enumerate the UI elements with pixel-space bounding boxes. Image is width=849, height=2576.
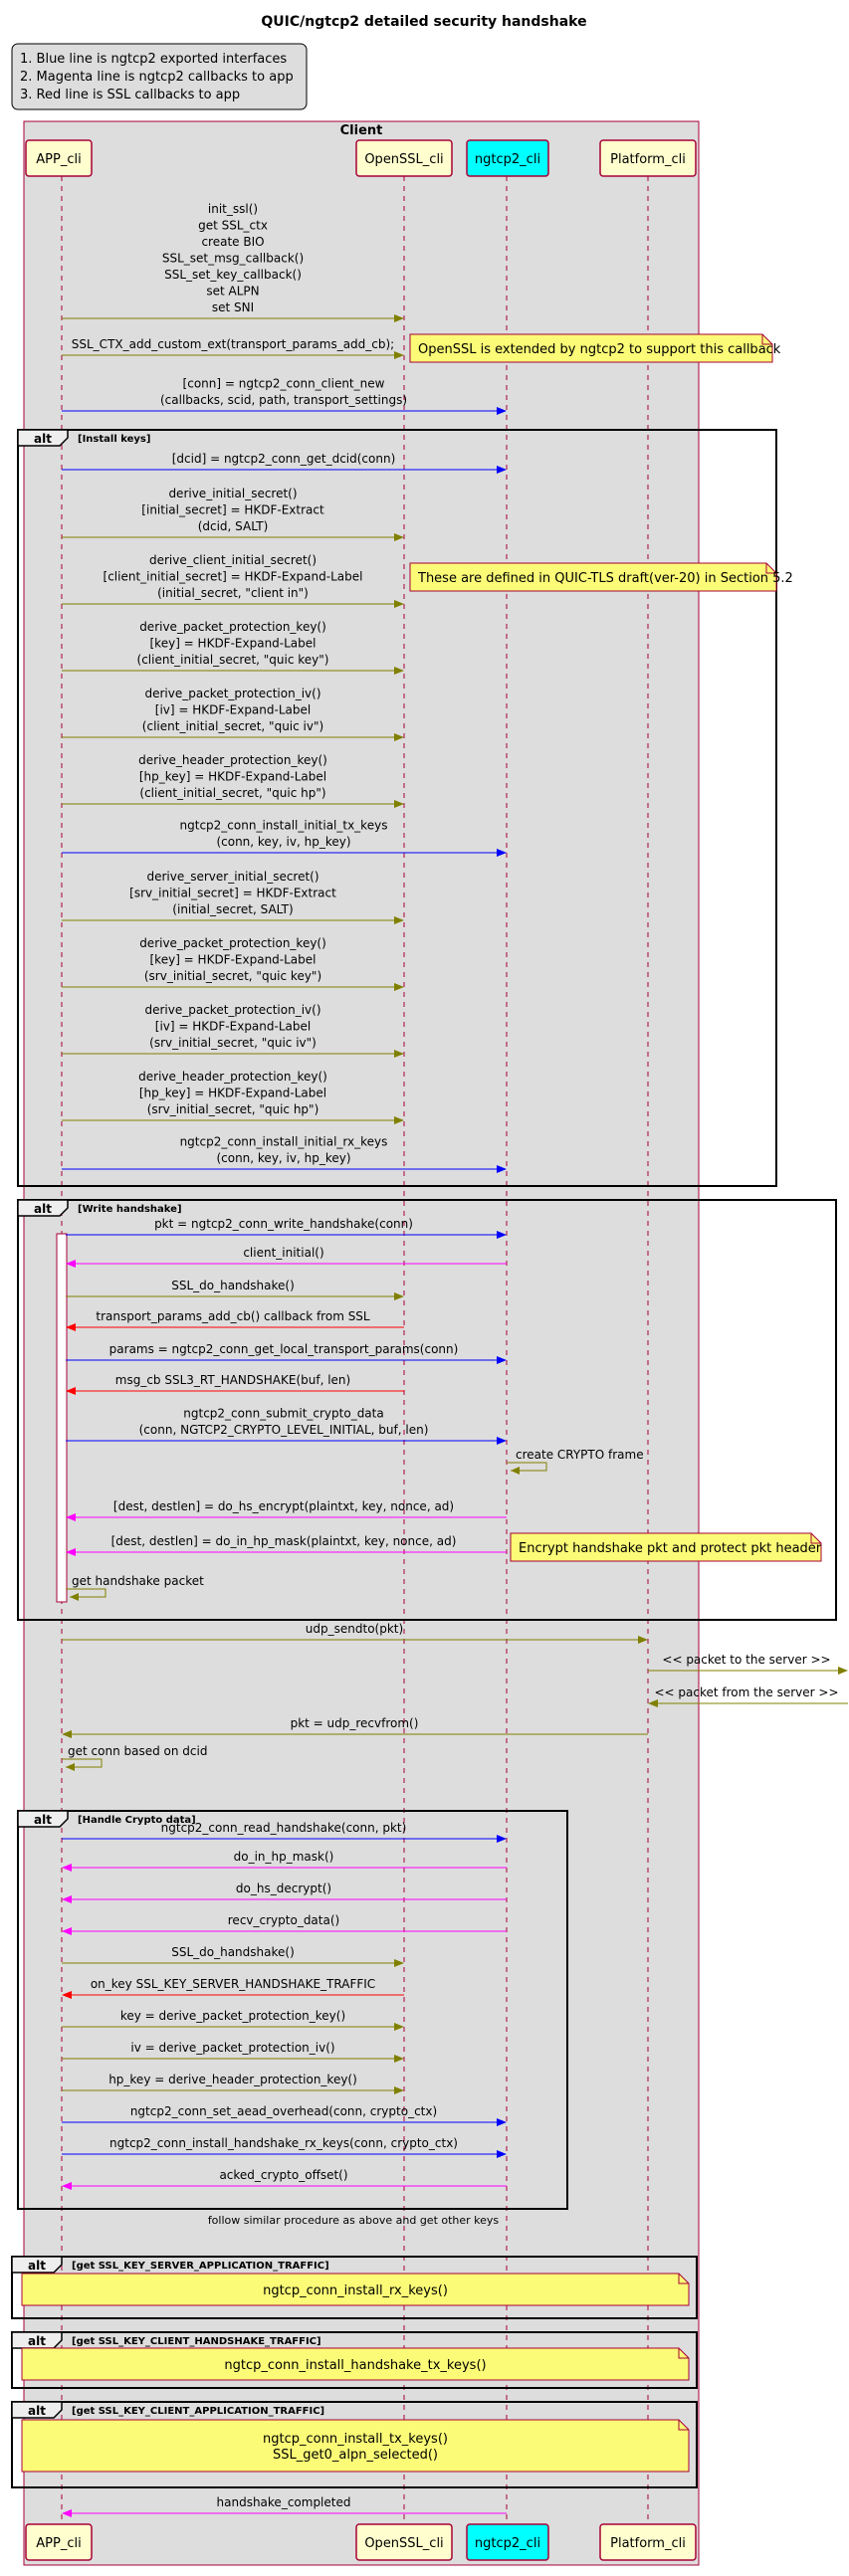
divider bbox=[208, 2214, 500, 2227]
legend-line-1: 1. Blue line is ngtcp2 exported interfaces bbox=[20, 52, 288, 67]
message-label: get conn based on dcid bbox=[68, 1744, 208, 1758]
message-label: derive_packet_protection_key() bbox=[139, 936, 326, 950]
alt-frame-condition: [get SSL_KEY_CLIENT_APPLICATION_TRAFFIC] bbox=[72, 2406, 325, 2417]
alt-frame-condition: [Handle Crypto data] bbox=[78, 1815, 196, 1826]
legend-line-2: 2. Magenta line is ngtcp2 callbacks to app bbox=[20, 70, 294, 85]
message-label: transport_params_add_cb() callback from SSL bbox=[96, 1309, 370, 1323]
message-label: derive_packet_protection_iv() bbox=[144, 1003, 321, 1017]
message-arrowhead bbox=[838, 1667, 848, 1675]
alt-frame-condition: [Install keys] bbox=[78, 434, 151, 445]
message-label: derive_server_initial_secret() bbox=[146, 870, 319, 884]
message-label: << packet from the server >> bbox=[654, 1685, 839, 1699]
participant-platform-top-label: Platform_cli bbox=[610, 152, 686, 167]
message-label: hp_key = derive_header_protection_key() bbox=[108, 2073, 357, 2086]
legend bbox=[12, 44, 307, 109]
note bbox=[22, 2274, 689, 2305]
participant-openssl-top-label: OpenSSL_cli bbox=[364, 152, 444, 167]
message-label: [iv] = HKDF-Expand-Label bbox=[154, 702, 312, 717]
note bbox=[22, 2420, 689, 2472]
message-label: [dest, destlen] = do_hs_encrypt(plaintxt, key, nonce, ad) bbox=[112, 1499, 455, 1513]
message-label: [conn] = ngtcp2_conn_client_new bbox=[182, 376, 385, 391]
message-label: do_in_hp_mask() bbox=[233, 1850, 334, 1864]
message-label: derive_packet_protection_iv() bbox=[144, 687, 321, 700]
message-label: SSL_do_handshake() bbox=[171, 1279, 295, 1292]
message-label: (conn, key, iv, hp_key) bbox=[216, 835, 351, 849]
message-label: recv_crypto_data() bbox=[227, 1913, 340, 1927]
message-label: udp_sendto(pkt) bbox=[305, 1622, 404, 1636]
message-label: SSL_CTX_add_custom_ext(transport_params_add_cb); bbox=[71, 337, 395, 351]
activation-bar bbox=[57, 1234, 67, 1602]
message-label: [key] = HKDF-Expand-Label bbox=[149, 952, 317, 967]
legend-line-3: 3. Red line is SSL callbacks to app bbox=[20, 88, 241, 102]
alt-frame-condition: [Write handshake] bbox=[78, 1204, 182, 1215]
message-label: msg_cb SSL3_RT_HANDSHAKE(buf, len) bbox=[114, 1373, 351, 1387]
message-label: ngtcp2_conn_set_aead_overhead(conn, crypto_ctx) bbox=[129, 2104, 438, 2118]
message-label: pkt = udp_recvfrom() bbox=[290, 1716, 419, 1730]
message-label: (srv_initial_secret, "quic hp") bbox=[146, 1102, 319, 1116]
message-label: derive_packet_protection_key() bbox=[139, 620, 326, 634]
message-label: do_hs_decrypt() bbox=[235, 1882, 332, 1895]
alt-frame-condition: [get SSL_KEY_SERVER_APPLICATION_TRAFFIC] bbox=[72, 2261, 329, 2272]
message-label: pkt = ngtcp2_conn_write_handshake(conn) bbox=[154, 1217, 413, 1231]
participant-ngtcp2-top-label: ngtcp2_cli bbox=[474, 152, 541, 167]
message-label: init_ssl() bbox=[207, 202, 259, 216]
note-text: ngtcp_conn_install_handshake_tx_keys() bbox=[224, 2358, 487, 2373]
message-label: [srv_initial_secret] = HKDF-Extract bbox=[129, 886, 336, 900]
alt-frame-keyword: alt bbox=[28, 2259, 46, 2273]
alt-frame-keyword: alt bbox=[34, 1202, 52, 1216]
message-label: [hp_key] = HKDF-Expand-Label bbox=[138, 1086, 327, 1100]
note bbox=[410, 563, 793, 591]
message-label: params = ngtcp2_conn_get_local_transport_params(conn) bbox=[108, 1342, 459, 1356]
message-label: ngtcp2_conn_install_initial_tx_keys bbox=[179, 818, 388, 833]
message-label: (initial_secret, SALT) bbox=[172, 902, 294, 916]
message-label: [dest, destlen] = do_in_hp_mask(plaintxt, key, nonce, ad) bbox=[110, 1534, 457, 1548]
message-label: client_initial() bbox=[243, 1246, 324, 1260]
note-text: ngtcp_conn_install_rx_keys() bbox=[263, 2283, 448, 2298]
message-label: SSL_do_handshake() bbox=[171, 1945, 295, 1959]
message-label: derive_client_initial_secret() bbox=[148, 553, 318, 567]
message-label: (client_initial_secret, "quic key") bbox=[136, 653, 329, 667]
message-label: handshake_completed bbox=[216, 2495, 351, 2509]
alt-frame-keyword: alt bbox=[28, 2334, 46, 2348]
message-label: create CRYPTO frame bbox=[516, 1448, 644, 1462]
note-text: These are defined in QUIC-TLS draft(ver-20) in Section 5.2 bbox=[418, 571, 793, 586]
message-label: get SSL_ctx bbox=[198, 218, 268, 233]
message-label: [client_initial_secret] = HKDF-Expand-Label bbox=[103, 569, 363, 584]
message-label: (callbacks, scid, path, transport_settings) bbox=[159, 393, 408, 407]
message-label: << packet to the server >> bbox=[662, 1653, 831, 1667]
participant-app-top-label: APP_cli bbox=[36, 152, 82, 167]
note bbox=[511, 1533, 822, 1561]
message-label: create BIO bbox=[201, 235, 265, 249]
message-label: (srv_initial_secret, "quic key") bbox=[143, 969, 322, 983]
message-label: on_key SSL_KEY_SERVER_HANDSHAKE_TRAFFIC bbox=[90, 1977, 376, 1991]
message-label: ngtcp2_conn_submit_crypto_data bbox=[183, 1406, 384, 1421]
message-label: (srv_initial_secret, "quic iv") bbox=[149, 1036, 317, 1050]
message-label: derive_header_protection_key() bbox=[138, 753, 327, 767]
divider-label: follow similar procedure as above and get other keys bbox=[207, 2214, 500, 2227]
message-label: (conn, NGTCP2_CRYPTO_LEVEL_INITIAL, buf, len) bbox=[138, 1423, 429, 1437]
participant-platform-bottom-label: Platform_cli bbox=[610, 2536, 686, 2551]
message-label: (conn, key, iv, hp_key) bbox=[216, 1151, 351, 1165]
participant-ngtcp2-bottom-label: ngtcp2_cli bbox=[474, 2536, 541, 2551]
client-box-title: Client bbox=[339, 123, 383, 138]
message-label: ngtcp2_conn_install_initial_rx_keys bbox=[179, 1134, 388, 1149]
message-label: SSL_set_msg_callback() bbox=[161, 251, 305, 266]
message-label: [key] = HKDF-Expand-Label bbox=[149, 636, 317, 651]
note bbox=[410, 334, 781, 362]
note-text: ngtcp_conn_install_tx_keys() bbox=[263, 2432, 448, 2447]
message-label: (initial_secret, "client in") bbox=[157, 586, 309, 600]
message-label: SSL_set_key_callback() bbox=[164, 268, 302, 282]
message-label: (dcid, SALT) bbox=[197, 519, 269, 533]
message-label: [initial_secret] = HKDF-Extract bbox=[141, 502, 324, 517]
message-label: set SNI bbox=[211, 300, 255, 314]
alt-frame-keyword: alt bbox=[34, 1813, 52, 1827]
note bbox=[22, 2348, 689, 2380]
message-label: ngtcp2_conn_install_handshake_rx_keys(conn, crypto_ctx) bbox=[109, 2136, 458, 2150]
message-label: ngtcp2_conn_read_handshake(conn, pkt) bbox=[160, 1821, 407, 1835]
note-text: OpenSSL is extended by ngtcp2 to support this callback bbox=[418, 342, 781, 357]
message-label: get handshake packet bbox=[72, 1574, 204, 1588]
message-label: set ALPN bbox=[206, 284, 260, 298]
message-label: key = derive_packet_protection_key() bbox=[119, 2009, 346, 2023]
message-label: iv = derive_packet_protection_iv() bbox=[130, 2041, 335, 2055]
alt-frame-keyword: alt bbox=[28, 2404, 46, 2418]
message-label: acked_crypto_offset() bbox=[219, 2168, 348, 2182]
diagram-title: QUIC/ngtcp2 detailed security handshake bbox=[261, 14, 587, 30]
message-label: derive_initial_secret() bbox=[168, 487, 298, 500]
message-label: derive_header_protection_key() bbox=[138, 1070, 327, 1084]
message-label: (client_initial_secret, "quic iv") bbox=[141, 719, 324, 733]
alt-frame-keyword: alt bbox=[34, 432, 52, 446]
participant-openssl-bottom-label: OpenSSL_cli bbox=[364, 2536, 444, 2551]
note-text: Encrypt handshake pkt and protect pkt header bbox=[519, 1541, 822, 1556]
message-label: [iv] = HKDF-Expand-Label bbox=[154, 1019, 312, 1034]
alt-frame-condition: [get SSL_KEY_CLIENT_HANDSHAKE_TRAFFIC] bbox=[72, 2336, 321, 2347]
message-label: [dcid] = ngtcp2_conn_get_dcid(conn) bbox=[171, 452, 396, 466]
message-label: [hp_key] = HKDF-Expand-Label bbox=[138, 769, 327, 784]
note-text: SSL_get0_alpn_selected() bbox=[273, 2448, 438, 2463]
participant-app-bottom-label: APP_cli bbox=[36, 2536, 82, 2551]
message-label: (client_initial_secret, "quic hp") bbox=[139, 786, 326, 800]
